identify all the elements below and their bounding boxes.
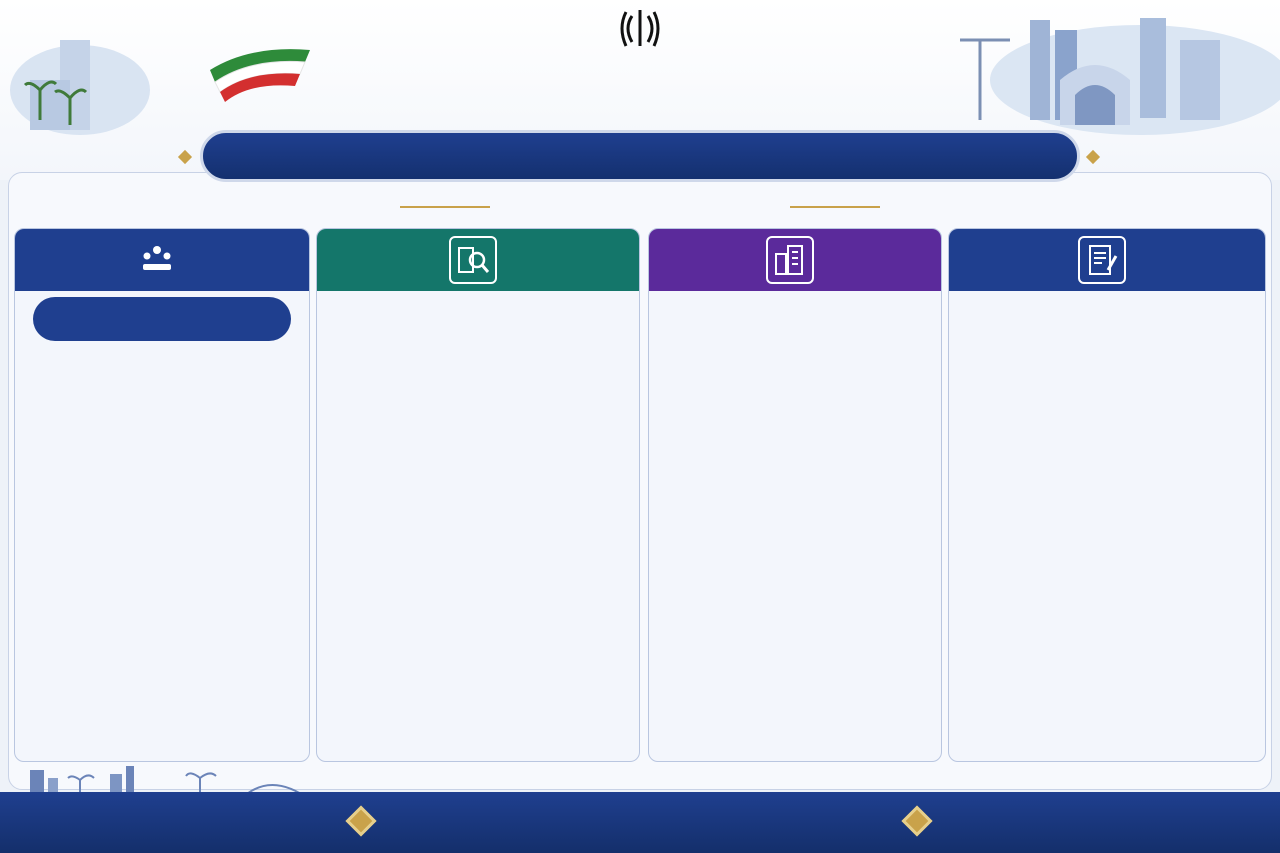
column-header <box>949 229 1265 291</box>
column-commission-secretariat <box>14 228 310 762</box>
week-of-government-logo <box>80 40 320 130</box>
city-watercolor-right <box>940 0 1280 140</box>
footer-ornament-left <box>345 805 376 836</box>
column-header <box>649 229 941 291</box>
conference-icon <box>133 236 181 284</box>
buildings-icon <box>766 236 814 284</box>
column-supervision <box>316 228 640 762</box>
subtitle-rule-right <box>790 206 880 208</box>
title-banner <box>200 130 1080 182</box>
subtitle-rule-left <box>400 206 490 208</box>
column-header <box>317 229 639 291</box>
iran-emblem-icon <box>618 6 662 50</box>
column-physical-plans <box>948 228 1266 762</box>
summary-pill <box>33 297 291 341</box>
ministry-header <box>500 6 780 52</box>
footer-ornament-right <box>901 805 932 836</box>
magnifier-building-icon <box>449 236 497 284</box>
document-pen-icon <box>1078 236 1126 284</box>
footer <box>0 792 1280 853</box>
column-header <box>15 229 309 291</box>
column-architecture <box>648 228 942 762</box>
